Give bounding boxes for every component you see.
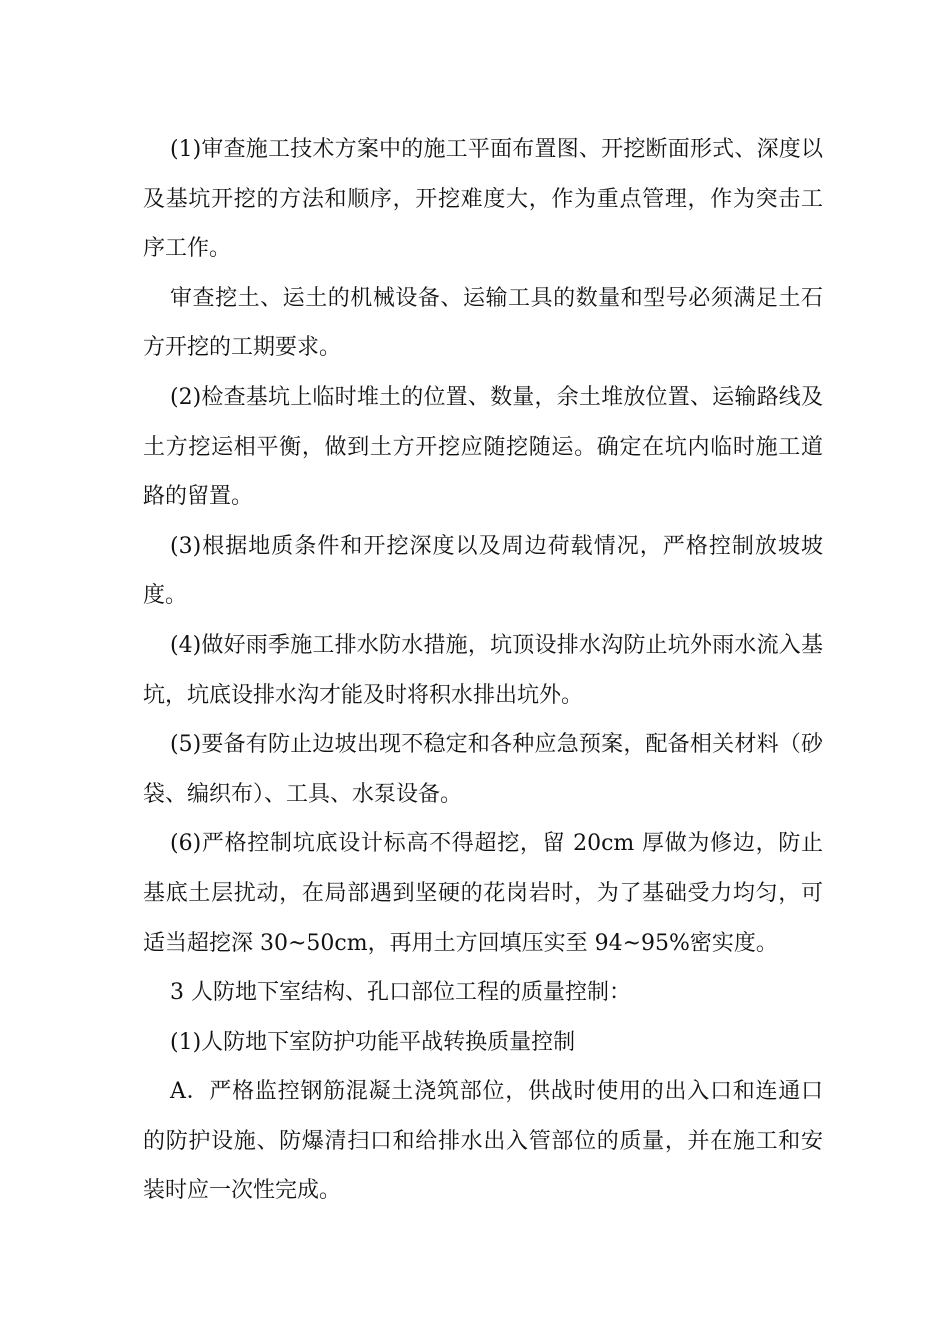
paragraph-concrete-monitoring: A．严格监控钢筋混凝土浇筑部位，供战时使用的出入口和连通口的防护设施、防爆清扫口和给排水出入管部位的质量，并在施工和安装时应一次性完成。 — [143, 1079, 823, 1204]
section-heading-civil-defense: 3 人防地下室结构、孔口部位工程的质量控制： — [170, 980, 631, 1006]
paragraph-rain-drainage: (4)做好雨季施工排水防水措施，坑顶设排水沟防止坑外雨水流入基坑，坑底设排水沟才能及时将积水排出坑外。 — [143, 632, 823, 708]
document-body — [143, 125, 823, 1216]
paragraph-over-excavation-control: (6)严格控制坑底设计标高不得超挖，留 20cm 厚做为修边，防止基底土层扰动，在局部遇到坚硬的花岗岩时，为了基础受力均匀，可适当超挖深 30~50cm，再用土方回填压实至 94~95%密实度。 — [143, 831, 823, 956]
subheading-conversion-quality: (1)人防地下室防护功能平战转换质量控制 — [170, 1029, 576, 1055]
paragraph-slope-control: (3)根据地质条件和开挖深度以及周边荷载情况，严格控制放坡坡度。 — [143, 533, 823, 609]
paragraph-review-equipment: 审查挖土、运土的机械设备、运输工具的数量和型号必须满足土石方开挖的工期要求。 — [143, 285, 823, 361]
paragraph-review-excavation-plan: (1)审查施工技术方案中的施工平面布置图、开挖断面形式、深度以及基坑开挖的方法和顺序，开挖难度大，作为重点管理，作为突击工序工作。 — [143, 137, 823, 262]
paragraph-emergency-plan: (5)要备有防止边坡出现不稳定和各种应急预案，配备相关材料（砂袋、编织布）、工具、水泵设备。 — [143, 732, 823, 807]
paragraph-check-soil-stockpile: (2)检查基坑上临时堆土的位置、数量，余土堆放位置、运输路线及土方挖运相平衡，做到土方开挖应随挖随运。确定在坑内临时施工道路的留置。 — [143, 384, 823, 510]
